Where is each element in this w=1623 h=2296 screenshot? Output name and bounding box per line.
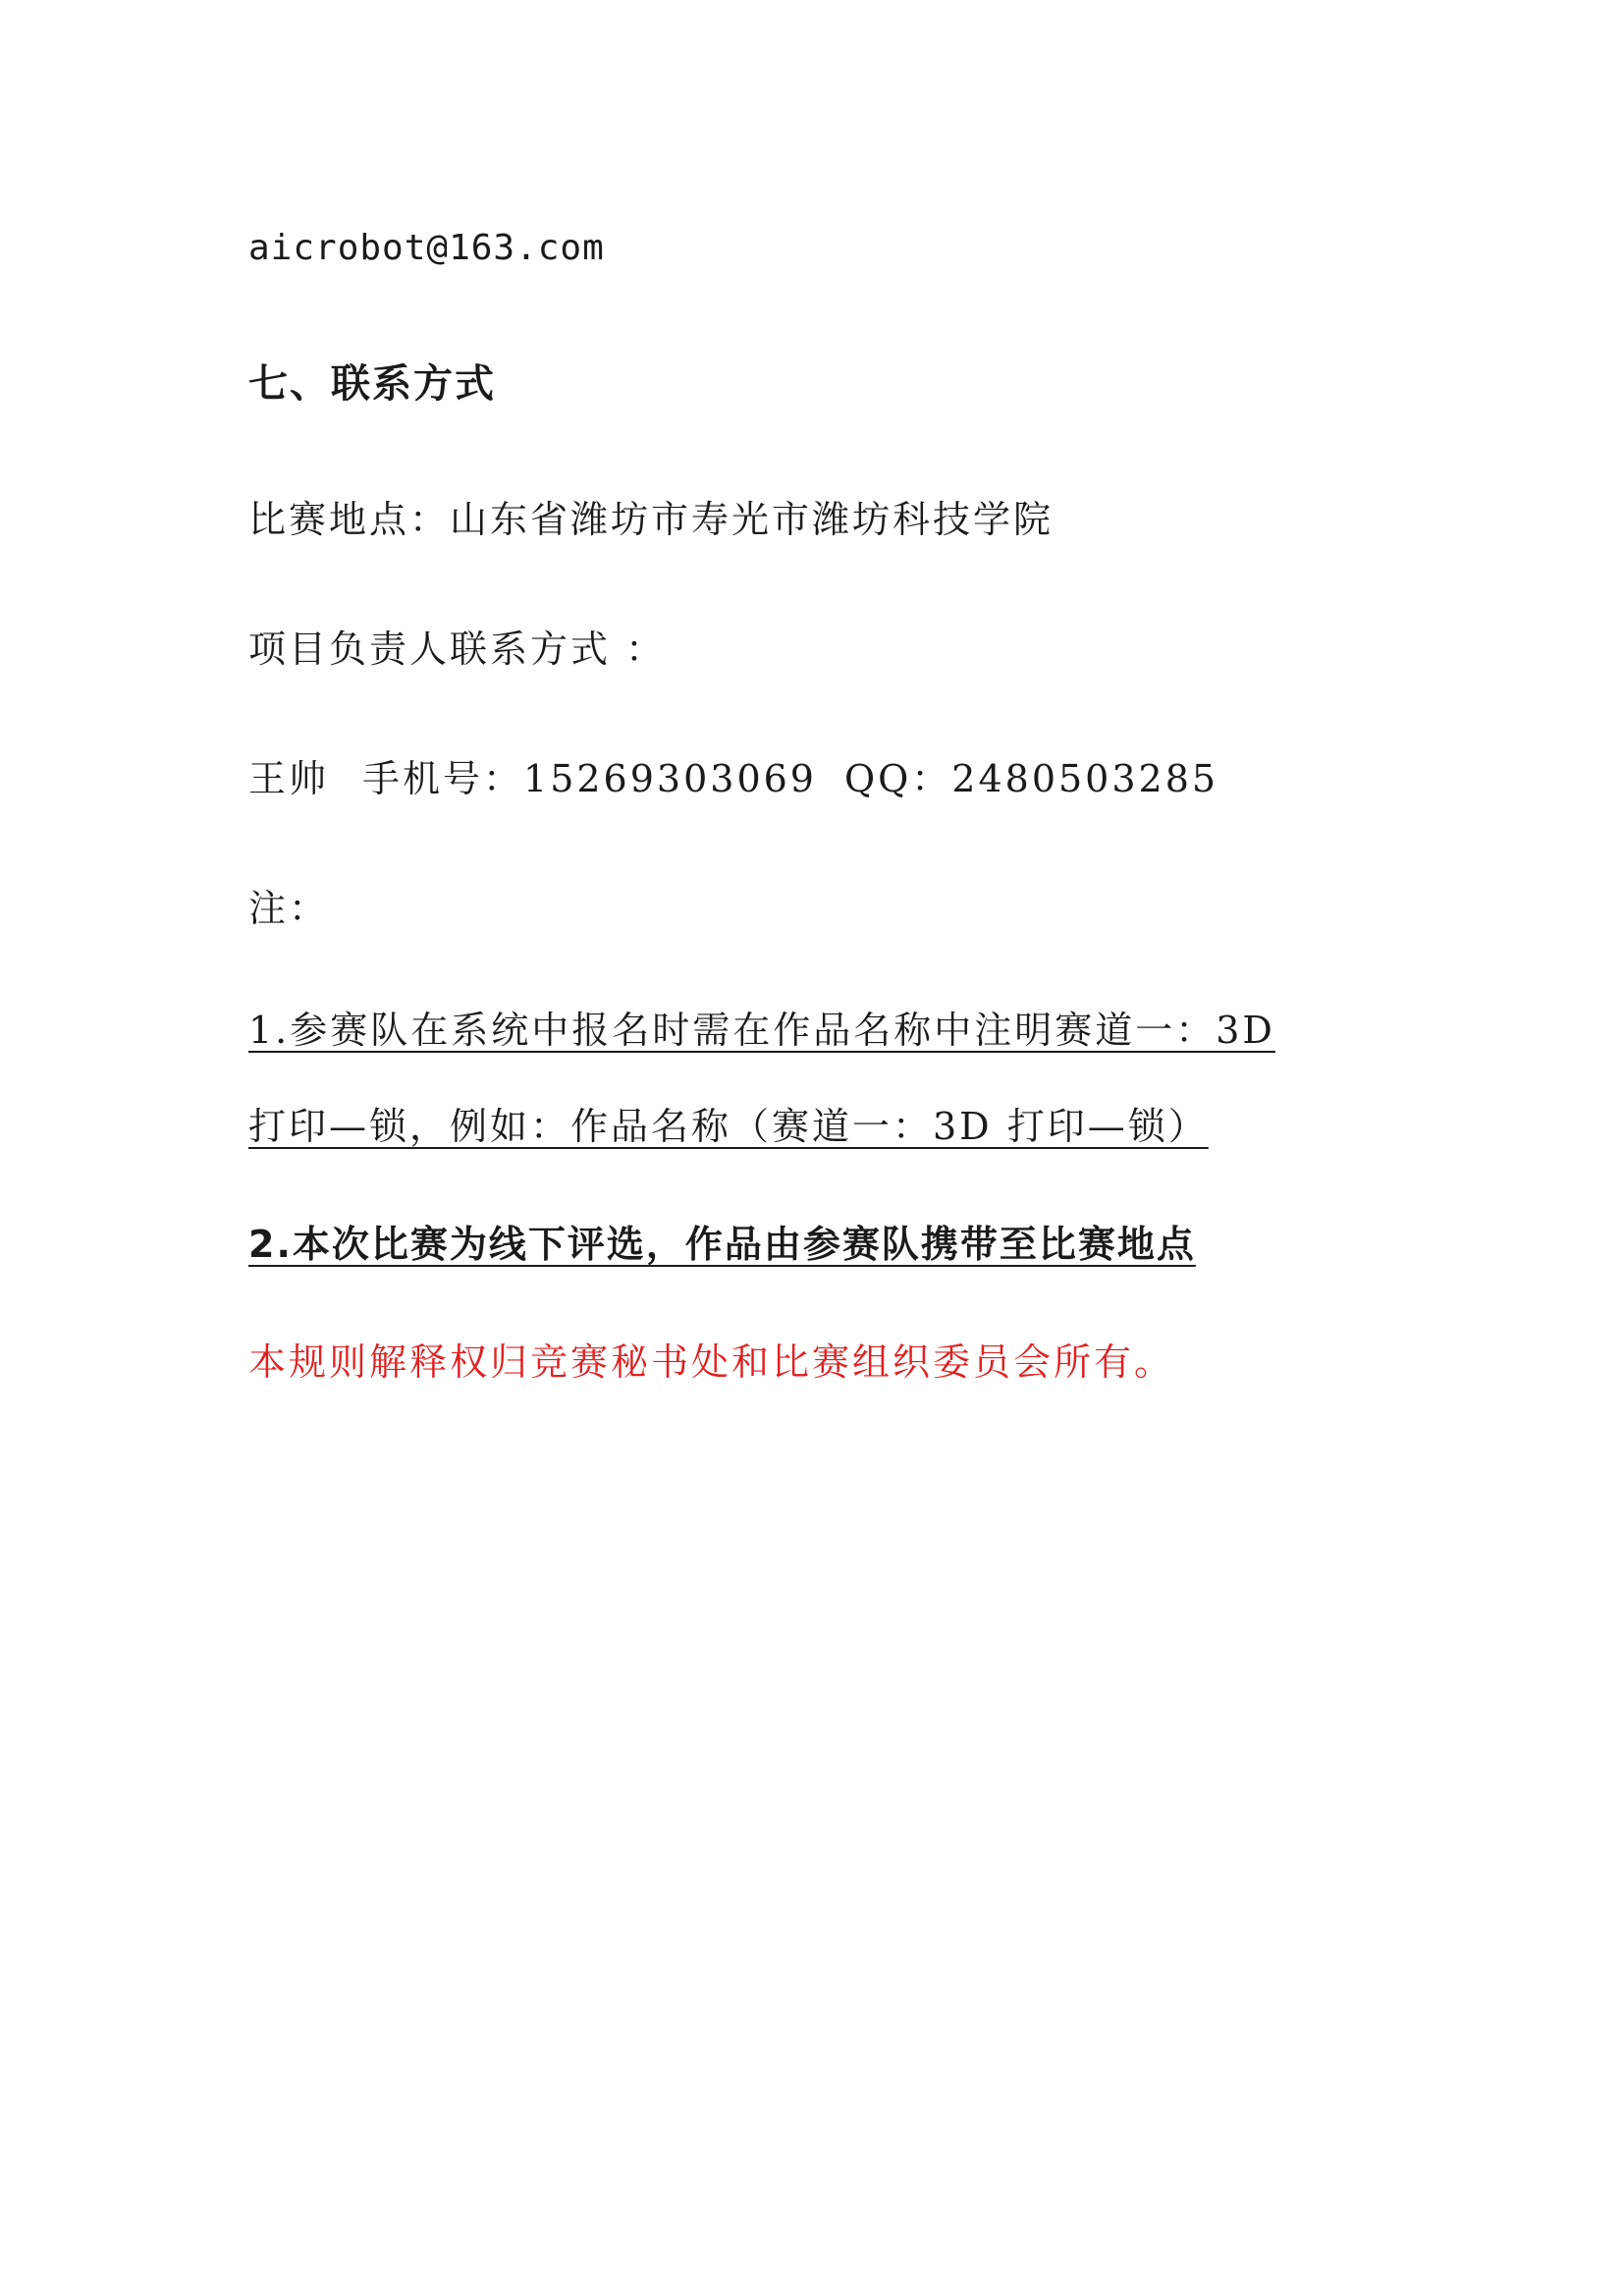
qq-label: QQ：	[843, 757, 952, 800]
note-item-1-line-2: 打印—锁，例如：作品名称（赛道一：3D 打印—锁）	[248, 1105, 1209, 1148]
section-heading-contact: 七、联系方式	[248, 361, 496, 407]
rules-disclaimer: 本规则解释权归竞赛秘书处和比赛组织委员会所有。	[248, 1340, 1175, 1384]
contact-detail-line	[248, 752, 1218, 805]
qq-number: 2480503285	[951, 757, 1219, 800]
phone-label: 手机号：	[362, 757, 524, 800]
phone-number: 15269303069	[523, 757, 817, 800]
competition-venue: 比赛地点：山东省潍坊市寿光市潍坊科技学院	[248, 498, 1055, 541]
contact-label: 项目负责人联系方式 ：	[248, 628, 667, 671]
notes-heading: 注：	[248, 887, 330, 930]
contact-name: 王帅	[248, 757, 330, 800]
note-item-2: 2.本次比赛为线下评选，作品由参赛队携带至比赛地点	[248, 1223, 1196, 1266]
contact-email: aicrobot@163.com	[248, 228, 605, 268]
note-item-1-line-1: 1.参赛队在系统中报名时需在作品名称中注明赛道一：3D	[248, 1009, 1275, 1052]
